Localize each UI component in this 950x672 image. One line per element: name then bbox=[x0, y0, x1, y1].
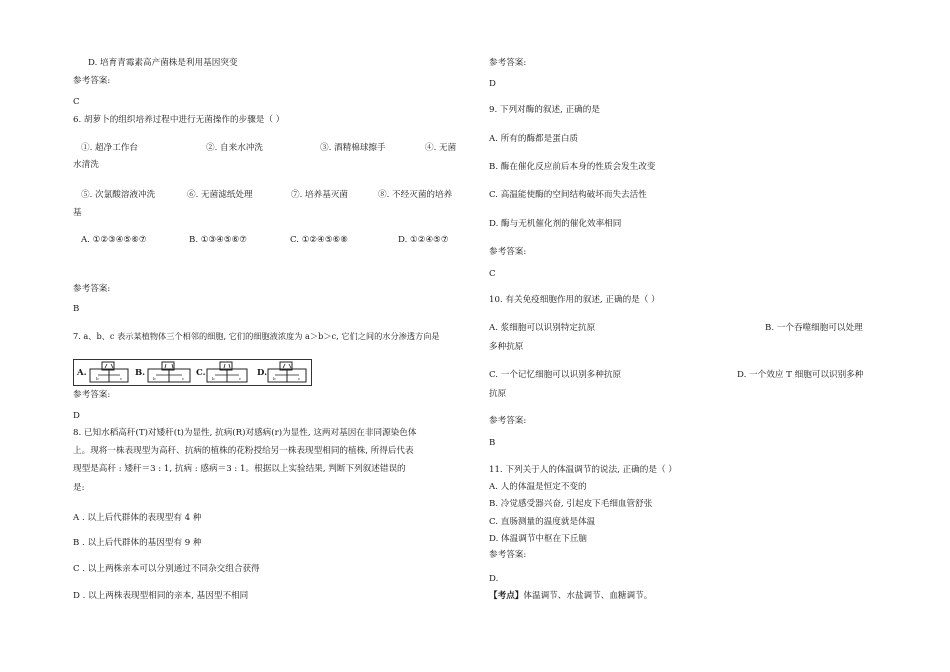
q9-option-a: A. 所有的酶都是蛋白质 bbox=[489, 134, 579, 144]
q9-answer: C bbox=[489, 269, 496, 279]
q11-stem: 11. 下列关于人的体温调节的说法, 正确的是（ ） bbox=[489, 465, 677, 475]
q11-option-a: A. 人的体温是恒定不变的 bbox=[489, 482, 587, 492]
q10-option-c: C. 一个记忆细胞可以识别多种抗原 bbox=[489, 370, 622, 380]
svg-text:b: b bbox=[273, 376, 276, 381]
q6-item-5: ⑤. 次氯酸溶液冲洗 bbox=[81, 190, 156, 200]
q6-item-4: ④. 无菌 bbox=[425, 143, 457, 153]
q6-option-a: A. ①②③④⑤⑥⑦ bbox=[81, 235, 147, 245]
q6-item-1: ①. 超净工作台 bbox=[81, 143, 139, 153]
q10-option-b: B. 一个吞噬细胞可以处理 bbox=[765, 323, 863, 333]
q10-stem: 10. 有关免疫细胞作用的叙述, 正确的是（ ） bbox=[489, 295, 660, 305]
q8-ref-label: 参考答案: bbox=[489, 58, 527, 68]
svg-text:c: c bbox=[298, 376, 301, 381]
q7-figure bbox=[73, 359, 312, 386]
q6-item-2: ②. 自来水冲洗 bbox=[206, 143, 264, 153]
q9-stem: 9. 下列对酶的叙述, 正确的是 bbox=[489, 105, 600, 115]
q10-answer: B bbox=[489, 438, 496, 448]
q11-option-c: C. 直肠测量的温度就是体温 bbox=[489, 517, 596, 527]
q6-option-c: C. ①②④⑤⑥⑧ bbox=[290, 235, 348, 245]
q6-item-8-cont: 基 bbox=[73, 208, 82, 218]
q8-option-c: C . 以上两株亲本可以分别通过不同杂交组合获得 bbox=[73, 564, 260, 574]
q7-figure-c bbox=[195, 360, 251, 385]
q8-stem-line-2: 上。现将一株表现型为高秆、抗病的植株的花粉授给另一株表现型相同的植株, 所得后代表 bbox=[73, 446, 414, 456]
svg-text:b: b bbox=[96, 376, 99, 381]
q8-answer: D bbox=[489, 79, 496, 89]
svg-text:c: c bbox=[120, 376, 123, 381]
q8-stem-line-4: 是: bbox=[73, 483, 85, 493]
q6-item-4-cont: 水清洗 bbox=[73, 160, 99, 170]
q7-figure-label-c: C. bbox=[196, 368, 206, 378]
q10-option-d: D. 一个效应 T 细胞可以识别多种 bbox=[737, 370, 864, 380]
q7-figure-label-b: B. bbox=[135, 368, 146, 378]
q7-answer: D bbox=[73, 411, 80, 421]
q7-figure-b bbox=[134, 360, 194, 385]
q10-option-b-cont: 多种抗原 bbox=[489, 342, 524, 352]
q7-figure-d bbox=[255, 360, 309, 385]
q5-ref-label: 参考答案: bbox=[73, 76, 111, 86]
q6-option-b: B. ①③④⑤⑥⑦ bbox=[189, 235, 248, 245]
q7-figure-a bbox=[76, 360, 131, 385]
q10-option-a: A. 浆细胞可以识别特定抗原 bbox=[489, 323, 596, 333]
q8-option-a: A . 以上后代群体的表现型有 4 种 bbox=[73, 513, 202, 523]
q11-option-d: D. 体温调节中枢在下丘脑 bbox=[489, 534, 587, 544]
svg-text:b: b bbox=[153, 376, 156, 381]
q9-option-d: D. 酶与无机催化剂的催化效率相同 bbox=[489, 219, 622, 229]
q9-ref-label: 参考答案: bbox=[489, 247, 527, 257]
q9-option-b: B. 酶在催化反应前后本身的性质会发生改变 bbox=[489, 162, 656, 172]
q6-ref-label: 参考答案: bbox=[73, 284, 111, 294]
q7-figure-label-a: A. bbox=[77, 368, 87, 378]
q10-ref-label: 参考答案: bbox=[489, 416, 527, 426]
q5-option-d: D. 培育青霉素高产菌株是利用基因突变 bbox=[88, 58, 238, 68]
svg-text:b: b bbox=[212, 376, 215, 381]
q6-answer: B bbox=[73, 304, 80, 314]
q10-option-d-cont: 抗原 bbox=[489, 389, 507, 399]
q8-stem-line-1: 8. 已知水稻高秆(T)对矮秆(t)为显性, 抗病(R)对感病(r)为显性, 这两对基因在非同源染色体 bbox=[73, 428, 417, 438]
q11-ref-label: 参考答案: bbox=[489, 550, 527, 560]
q11-answer: D. bbox=[489, 574, 499, 584]
q7-figure-label-d: D. bbox=[257, 368, 268, 378]
svg-text:c: c bbox=[239, 376, 242, 381]
q7-ref-label: 参考答案: bbox=[73, 390, 111, 400]
q11-option-b: B. 冷觉感受器兴奋, 引起皮下毛细血管舒张 bbox=[489, 499, 653, 509]
svg-text:c: c bbox=[182, 376, 185, 381]
q11-kaodian-label: 【考点】 bbox=[489, 591, 524, 601]
q11-kaodian bbox=[489, 590, 652, 602]
q6-item-8: ⑧. 不经灭菌的培养 bbox=[378, 190, 453, 200]
q6-item-7: ⑦. 培养基灭菌 bbox=[291, 190, 349, 200]
q6-item-3: ③. 酒精棉球擦手 bbox=[320, 143, 386, 153]
q5-answer: C bbox=[73, 97, 80, 107]
q8-stem-line-3: 现型是高秆 : 矮秆＝3 : 1, 抗病 : 感病＝3 : 1。根据以上实验结果, 判断下列叙述错误的 bbox=[73, 464, 406, 474]
q9-option-c: C. 高温能使酶的空间结构破坏而失去活性 bbox=[489, 190, 647, 200]
q7-stem: 7. a、b、c 表示某植物体三个相邻的细胞, 它们的细胞液浓度为 a＞b＞c, 它们之间的水分渗透方向是 bbox=[73, 331, 440, 341]
q11-kaodian-text: 体温调节、水盐调节、血糖调节。 bbox=[523, 591, 653, 601]
q6-item-6: ⑥. 无菌滤纸处理 bbox=[187, 190, 253, 200]
q8-option-d: D . 以上两株表现型相同的亲本, 基因型不相同 bbox=[73, 591, 249, 601]
q8-option-b: B . 以上后代群体的基因型有 9 种 bbox=[73, 538, 202, 548]
q6-option-d: D. ①②④⑤⑦ bbox=[398, 235, 449, 245]
q6-stem: 6. 胡萝卜的组织培养过程中进行无菌操作的步骤是（ ） bbox=[73, 115, 285, 125]
